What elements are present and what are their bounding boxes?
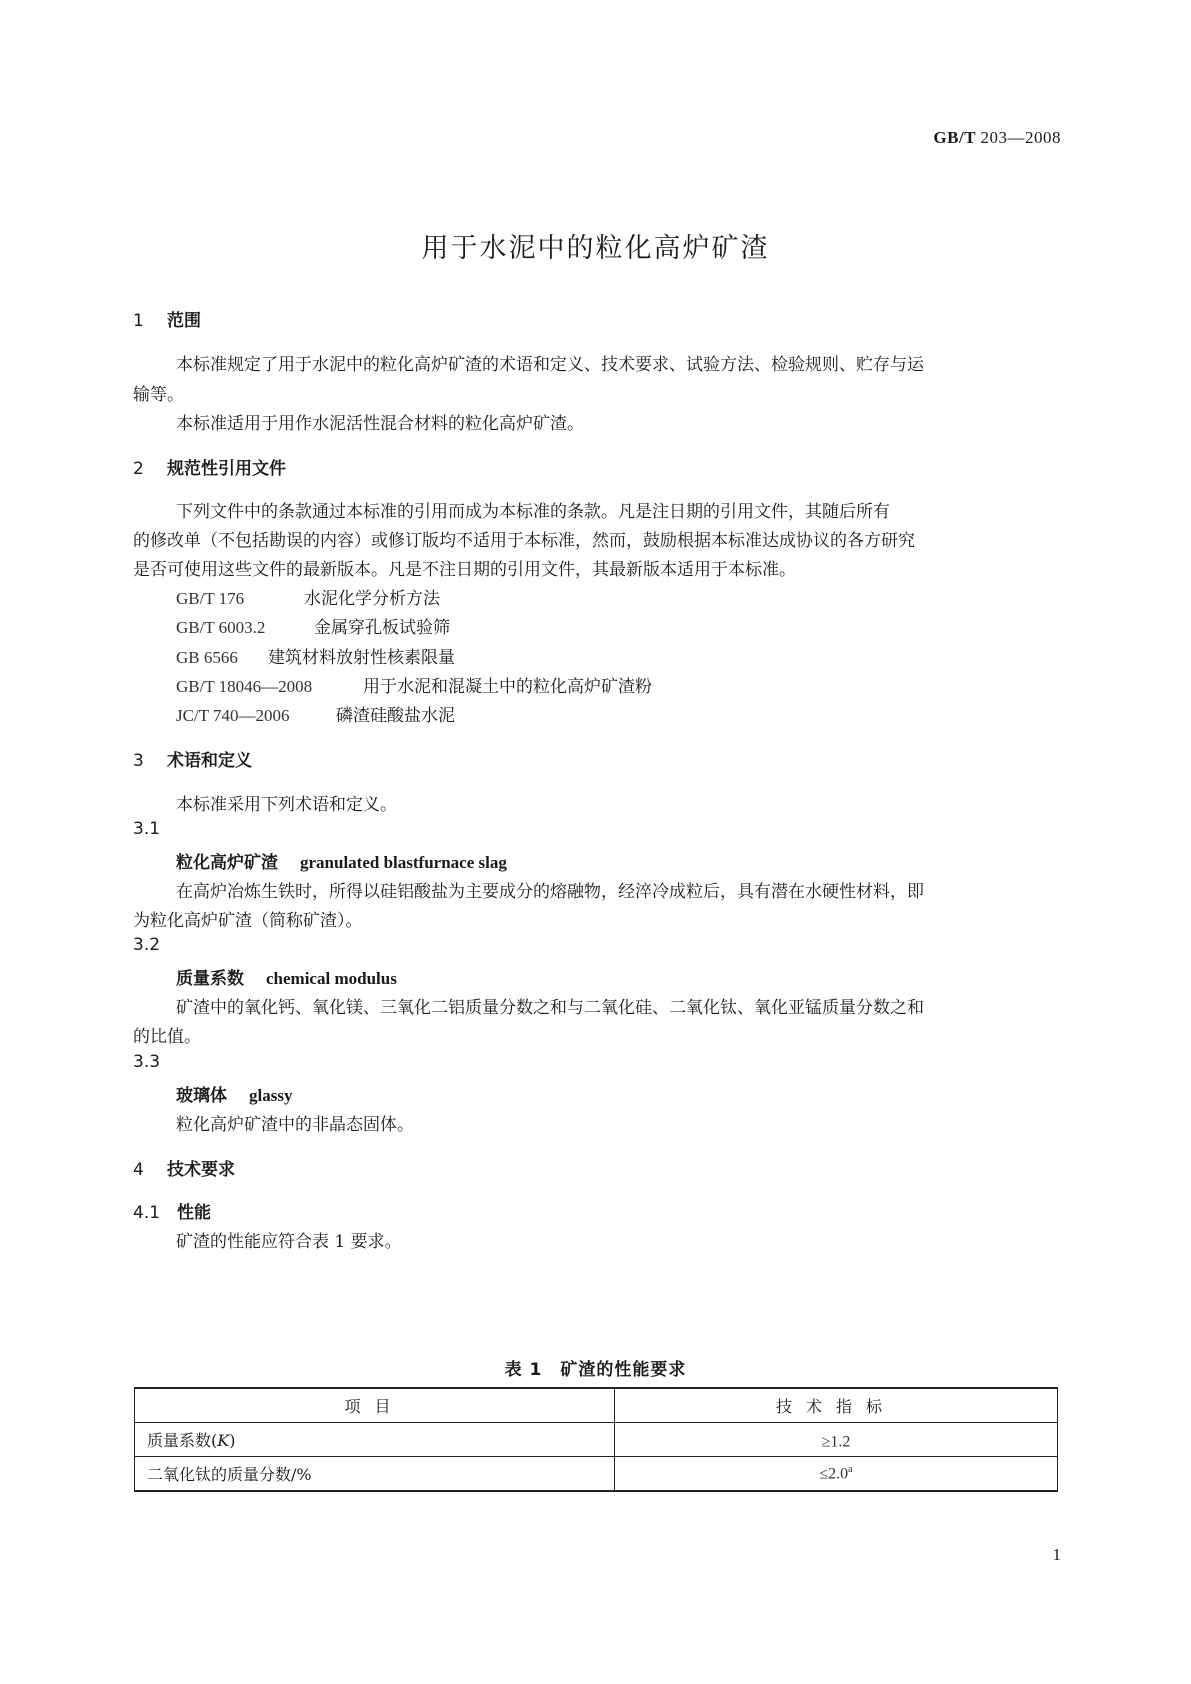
std-prefix: GB/T bbox=[933, 128, 976, 147]
term-number: 3.2 bbox=[133, 935, 161, 955]
term-definition-line-1: 矿渣中的氧化钙、氧化镁、三氧化二铝质量分数之和与二氧化硅、二氧化钛、氧化亚锰质量分数之和 bbox=[176, 998, 924, 1018]
performance-requirements-table bbox=[134, 1387, 1058, 1492]
ref-code: GB/T 18046—2008 bbox=[176, 677, 313, 696]
ref-name: 水泥化学分析方法 bbox=[304, 589, 440, 609]
term-definition-line-2: 为粒化高炉矿渣（简称矿渣）。 bbox=[133, 911, 363, 931]
term-definition-line-1: 在高炉冶炼生铁时，所得以硅铝酸盐为主要成分的熔融物，经淬冷成粒后，具有潜在水硬性材料，即 bbox=[176, 882, 924, 902]
item-text: 质量系数( bbox=[147, 1431, 218, 1450]
section-1-heading bbox=[133, 306, 201, 331]
section-number: 3 bbox=[133, 751, 144, 771]
ref-code: GB 6566 bbox=[176, 648, 238, 667]
ref-name: 磷渣硅酸盐水泥 bbox=[336, 706, 455, 726]
section-2-heading bbox=[133, 454, 286, 479]
table-row bbox=[135, 1423, 1058, 1457]
term-en: chemical modulus bbox=[266, 969, 397, 988]
subsection-title: 性能 bbox=[177, 1203, 211, 1223]
section-3-heading bbox=[133, 746, 252, 771]
ref-name: 金属穿孔板试验筛 bbox=[314, 618, 450, 638]
section-1-para-1-line-2: 输等。 bbox=[133, 385, 184, 405]
column-header-item: 项目 bbox=[135, 1388, 615, 1423]
normative-reference bbox=[176, 643, 455, 668]
table-row bbox=[135, 1457, 1058, 1492]
ref-code: JC/T 740—2006 bbox=[176, 706, 290, 725]
section-title: 技术要求 bbox=[167, 1160, 235, 1180]
item-cell bbox=[135, 1423, 615, 1457]
subsection-number: 4.1 bbox=[133, 1203, 161, 1223]
section-2-para-line-2: 的修改单（不包括勘误的内容）或修订版均不适用于本标准，然而，鼓励根据本标准达成协议的各方研究 bbox=[133, 531, 915, 551]
value-cell bbox=[614, 1457, 1057, 1492]
section-4-heading bbox=[133, 1155, 235, 1180]
term-zh: 玻璃体 bbox=[176, 1086, 227, 1106]
item-variable: K bbox=[217, 1431, 230, 1450]
term-definition-line-2: 的比值。 bbox=[133, 1027, 201, 1047]
term-zh: 粒化高炉矿渣 bbox=[176, 853, 278, 873]
section-2-para-line-3: 是否可使用这些文件的最新版本。凡是不注日期的引用文件，其最新版本适用于本标准。 bbox=[133, 560, 796, 580]
item-cell bbox=[135, 1457, 615, 1492]
term-number: 3.1 bbox=[133, 819, 161, 839]
term-heading bbox=[176, 848, 507, 873]
ref-code: GB/T 176 bbox=[176, 589, 245, 608]
section-1-para-2: 本标准适用于用作水泥活性混合材料的粒化高炉矿渣。 bbox=[176, 414, 584, 434]
section-title: 规范性引用文件 bbox=[167, 459, 286, 479]
section-number: 2 bbox=[133, 459, 144, 479]
column-header-spec: 技术指标 bbox=[614, 1388, 1057, 1423]
normative-reference bbox=[176, 672, 652, 697]
item-text-suffix: ) bbox=[229, 1431, 236, 1450]
section-title: 术语和定义 bbox=[167, 751, 252, 771]
term-zh: 质量系数 bbox=[176, 969, 244, 989]
term-heading bbox=[176, 1081, 292, 1106]
term-en: glassy bbox=[249, 1086, 293, 1105]
ref-name: 建筑材料放射性核素限量 bbox=[268, 648, 455, 668]
ref-code: GB/T 6003.2 bbox=[176, 618, 266, 637]
term-heading bbox=[176, 964, 397, 989]
term-number: 3.3 bbox=[133, 1052, 161, 1072]
item-text: 二氧化钛的质量分数/% bbox=[147, 1465, 312, 1484]
section-title: 范围 bbox=[167, 311, 201, 331]
value-text: ≤2.0 bbox=[819, 1465, 849, 1483]
subsection-4-1-text: 矿渣的性能应符合表 1 要求。 bbox=[176, 1232, 402, 1252]
ref-name: 用于水泥和混凝土中的粒化高炉矿渣粉 bbox=[363, 677, 652, 697]
value-text: ≥1.2 bbox=[821, 1433, 851, 1451]
section-number: 1 bbox=[133, 311, 144, 331]
section-3-intro: 本标准采用下列术语和定义。 bbox=[176, 795, 397, 815]
normative-reference bbox=[176, 613, 450, 638]
section-number: 4 bbox=[133, 1160, 144, 1180]
term-en: granulated blastfurnace slag bbox=[300, 853, 507, 872]
term-definition-line-1: 粒化高炉矿渣中的非晶态固体。 bbox=[176, 1115, 414, 1135]
std-number: 203—2008 bbox=[980, 128, 1061, 147]
table-caption: 表 1 矿渣的性能要求 bbox=[504, 1360, 687, 1380]
normative-reference bbox=[176, 584, 440, 609]
table-header-row bbox=[135, 1388, 1058, 1423]
normative-reference bbox=[176, 701, 455, 726]
standard-number-header bbox=[933, 128, 1061, 148]
document-title: 用于水泥中的粒化高炉矿渣 bbox=[421, 233, 770, 264]
section-2-para-line-1: 下列文件中的条款通过本标准的引用而成为本标准的条款。凡是注日期的引用文件，其随后所有 bbox=[176, 502, 890, 522]
section-1-para-1-line-1: 本标准规定了用于水泥中的粒化高炉矿渣的术语和定义、技术要求、试验方法、检验规则、贮存与运 bbox=[176, 355, 924, 375]
subsection-4-1-heading bbox=[133, 1198, 211, 1223]
value-cell bbox=[614, 1423, 1057, 1457]
footnote-mark: a bbox=[848, 1463, 853, 1475]
page-number: 1 bbox=[1052, 1545, 1061, 1564]
